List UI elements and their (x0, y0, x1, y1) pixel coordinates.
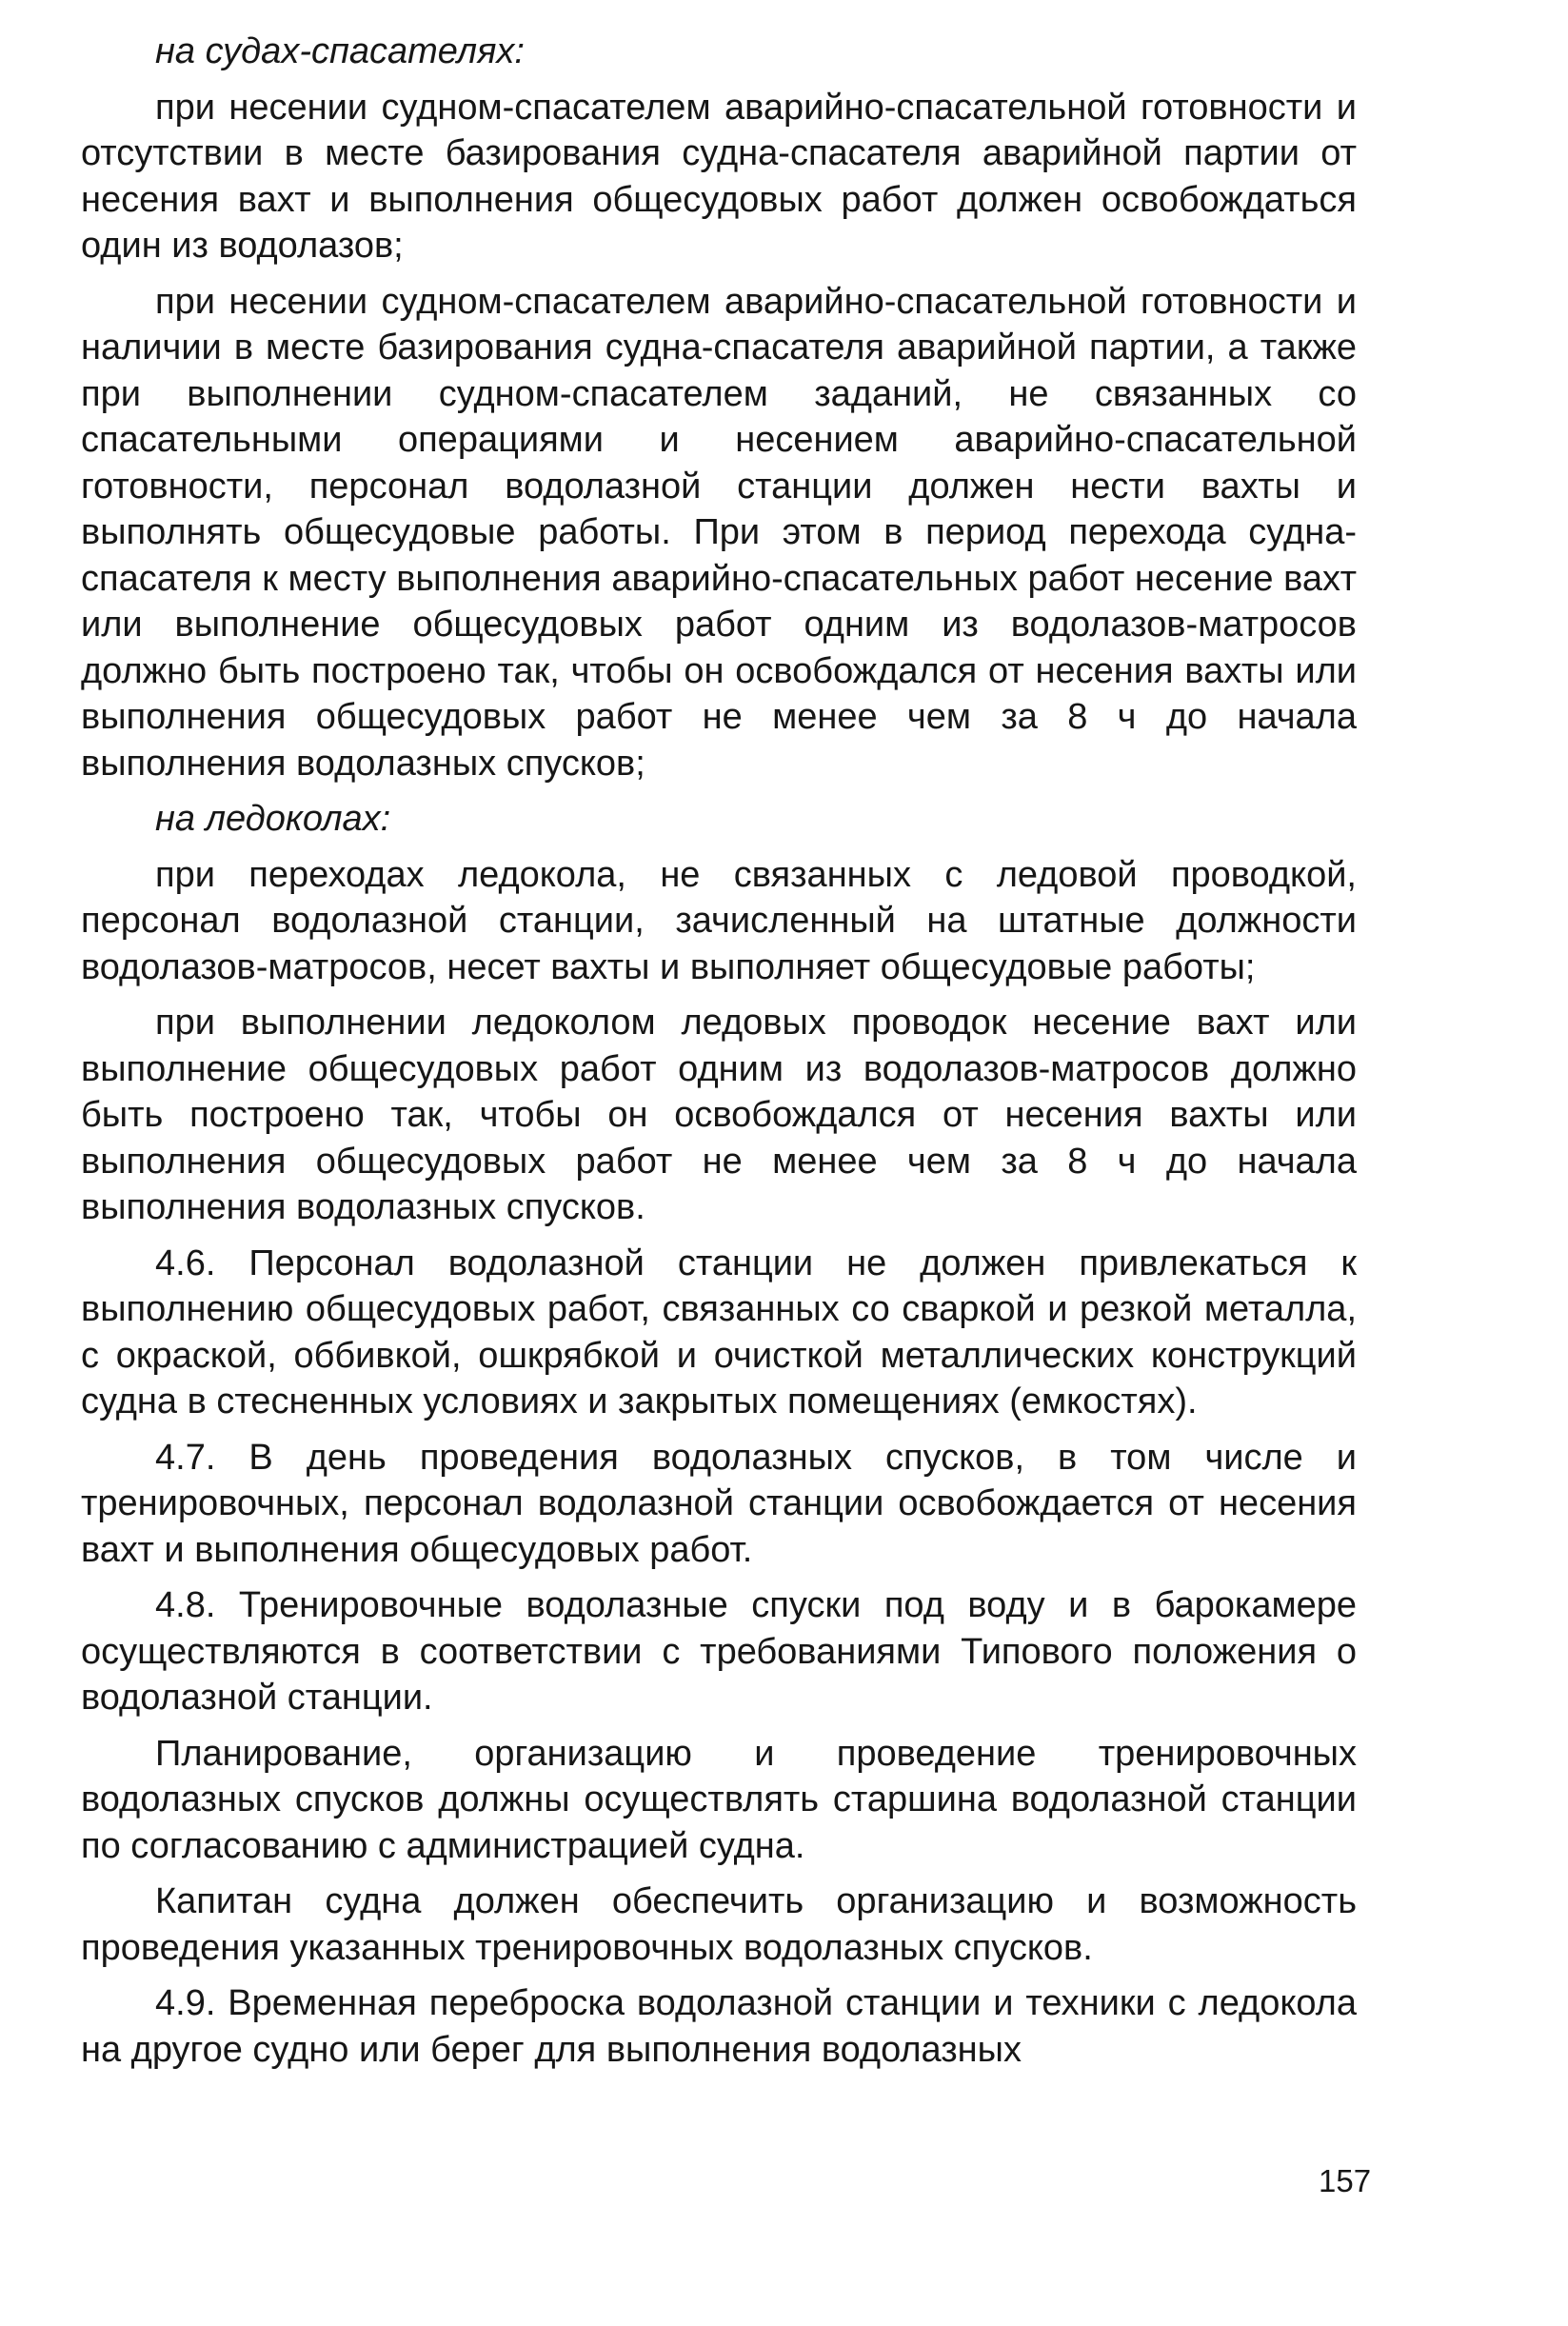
paragraph: Капитан судна должен обеспечить организацию и возможность проведения указанных тренировочных водолазных спусков. (81, 1881, 1357, 1968)
document-page (81, 29, 1357, 2082)
section-4-7: 4.7. В день проведения водолазных спусков, в том числе и тренировочных, персонал водолазной станции освобождается от несения вахт и выполнения общесудовых работ. (81, 1437, 1357, 1570)
paragraph: Планирование, организацию и проведение тренировочных водолазных спусков должны осуществлять старшина водолазной станции по согласованию с администрацией судна. (81, 1733, 1357, 1866)
subheading-icebreakers: на ледоколах: (155, 799, 391, 839)
section-4-9: 4.9. Временная переброска водолазной станции и техники с ледокола на другое судно или берег для выполнения водолазных (81, 1983, 1357, 2070)
section-4-6: 4.6. Персонал водолазной станции не должен привлекаться к выполнению общесудовых работ, связанных со сваркой и резкой металла, с окраской, оббивкой, ошкрябкой и очисткой металлических конструкций судна в стесненных условиях и закрытых помещениях (емкостях). (81, 1243, 1357, 1421)
section-4-8: 4.8. Тренировочные водолазные спуски под воду и в барокамере осуществляются в соответствии с требованиями Типового положения о водолазной станции. (81, 1585, 1357, 1718)
subheading-rescue-ships: на судах-спасателях: (155, 31, 525, 71)
paragraph: при несении судном-спасателем аварийно-спасательной готовности и наличии в месте базирования судна-спасателя аварийной партии, а также при выполнении судном-спасателем заданий, не связанных со спасательными операциями и несением аварийно-спасательной готовности, персонал водолазной станции должен нести вахты и выполнять общесудовые работы. При этом в период перехода судна-спасателя к месту выполнения аварийно-спасательных работ несение вахт или выполнение общесудовых работ одним из водолазов-матросов должно быть построено так, чтобы он освобождался от несения вахты или выполнения общесудовых работ не менее чем за 8 ч до начала выполнения водолазных спусков; (81, 281, 1357, 784)
paragraph: при переходах ледокола, не связанных с ледовой проводкой, персонал водолазной станции, зачисленный на штатные должности водолазов-матросов, несет вахты и выполняет общесудовые работы; (81, 854, 1357, 987)
page-number: 157 (1319, 2163, 1372, 2198)
paragraph: при выполнении ледоколом ледовых проводок несение вахт или выполнение общесудовых работ одним из водолазов-матросов должно быть построено так, чтобы он освобождался от несения вахты или выполнения общесудовых работ не менее чем за 8 ч до начала выполнения водолазных спусков. (81, 1003, 1357, 1227)
paragraph: при несении судном-спасателем аварийно-спасательной готовности и отсутствии в месте базирования судна-спасателя аварийной партии от несения вахт и выполнения общесудовых работ должен освобождаться один из водолазов; (81, 87, 1357, 266)
